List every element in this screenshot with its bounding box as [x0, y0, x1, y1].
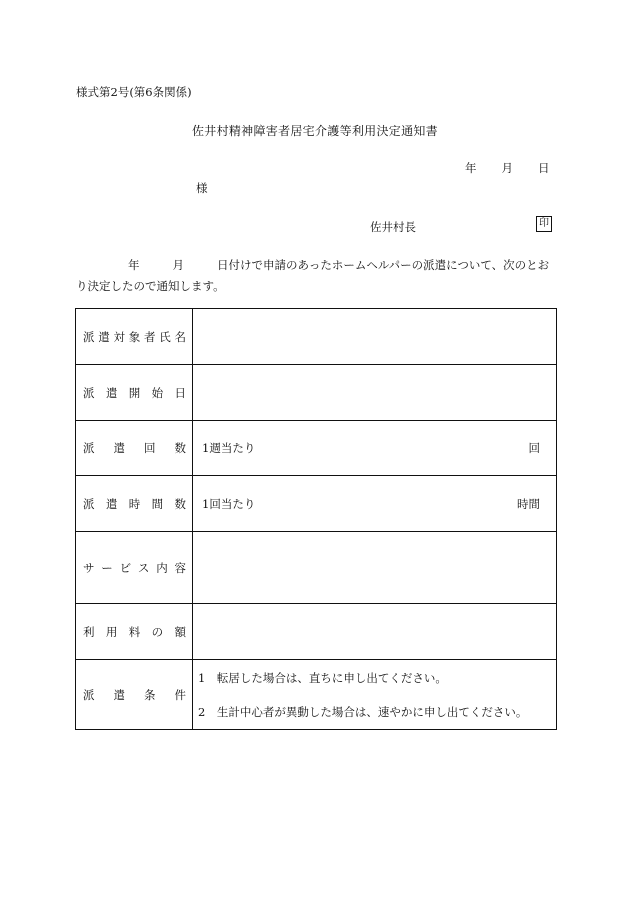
date-line	[465, 160, 550, 176]
label-char: 遣	[113, 687, 125, 702]
date-year: 年	[465, 161, 477, 175]
document-title: 佐井村精神障害者居宅介護等利用決定通知書	[191, 124, 438, 138]
label-char: 間	[151, 496, 164, 511]
label-char: 派	[83, 687, 95, 702]
label-char: 派	[83, 385, 95, 400]
label-char: 者	[144, 329, 156, 344]
form-number: 様式第2号(第6条関係)	[76, 85, 192, 99]
label-char: 遣	[105, 496, 118, 511]
label-char: 始	[151, 385, 164, 400]
dispatch-info-table	[75, 308, 557, 730]
label-char: 内	[156, 560, 168, 575]
table-row	[76, 532, 557, 604]
label-char: 件	[174, 687, 186, 702]
label-char: ー	[101, 560, 113, 575]
row-value	[193, 365, 557, 421]
recipient-suffix: 様	[196, 181, 208, 195]
label-char: 派	[83, 496, 95, 511]
label-char: 対	[113, 329, 125, 344]
body-text: 日付けで申請のあったホームヘルパーの派遣について、次のとおり決定したので通知します。	[76, 258, 550, 293]
table-row	[76, 365, 557, 421]
row-label	[76, 560, 192, 576]
table-row	[76, 309, 557, 365]
label-char: 開	[128, 385, 141, 400]
date-month: 月	[501, 161, 513, 175]
row-label	[76, 624, 192, 640]
label-char: 額	[174, 624, 186, 639]
date-day: 日	[538, 161, 550, 175]
label-char: 数	[174, 441, 186, 455]
condition-item: 2 生計中心者が異動した場合は、速やかに申し出てください。	[198, 704, 528, 719]
row-value	[193, 421, 557, 476]
table-row	[76, 476, 557, 532]
row-label	[76, 385, 192, 401]
label-char: 派	[83, 329, 95, 344]
value-unit: 時間	[517, 496, 540, 511]
label-char: 遣	[113, 441, 125, 455]
label-char: 数	[174, 496, 186, 511]
row-label	[76, 440, 192, 456]
notice-body	[76, 255, 556, 297]
label-char: 時	[128, 496, 141, 511]
label-char: 遣	[105, 385, 118, 400]
label-char: 日	[174, 385, 186, 400]
row-value	[193, 604, 557, 660]
row-value	[193, 476, 557, 532]
label-char: 派	[83, 441, 95, 455]
label-char: 遣	[98, 329, 110, 344]
label-char: 条	[144, 687, 156, 702]
label-char: 料	[128, 624, 141, 639]
label-char: 容	[174, 560, 186, 575]
row-value	[193, 309, 557, 365]
issuer: 佐井村長	[370, 220, 416, 234]
row-label	[76, 329, 192, 345]
label-char: 名	[174, 329, 186, 344]
seal-mark: 印	[536, 216, 552, 232]
body-month: 月	[172, 258, 184, 272]
conditions-cell	[193, 660, 557, 730]
table-row	[76, 604, 557, 660]
row-label	[76, 687, 192, 703]
label-char: 用	[105, 624, 118, 639]
label-char: サ	[83, 560, 95, 575]
value-unit: 回	[528, 441, 540, 455]
label-char: の	[151, 624, 164, 639]
label-char: 氏	[159, 329, 171, 344]
label-char: ビ	[119, 560, 132, 575]
condition-item: 1 転居した場合は、直ちに申し出てください。	[198, 670, 447, 685]
table-row	[76, 660, 557, 730]
value-prefix: 1週当たり	[202, 441, 256, 455]
label-char: 利	[83, 624, 95, 639]
row-label	[76, 496, 192, 512]
row-value	[193, 532, 557, 604]
label-char: 回	[144, 441, 156, 455]
value-prefix: 1回当たり	[202, 496, 256, 511]
label-char: 象	[128, 329, 141, 344]
label-char: ス	[137, 560, 150, 575]
table-row	[76, 421, 557, 476]
body-year: 年	[128, 258, 140, 272]
